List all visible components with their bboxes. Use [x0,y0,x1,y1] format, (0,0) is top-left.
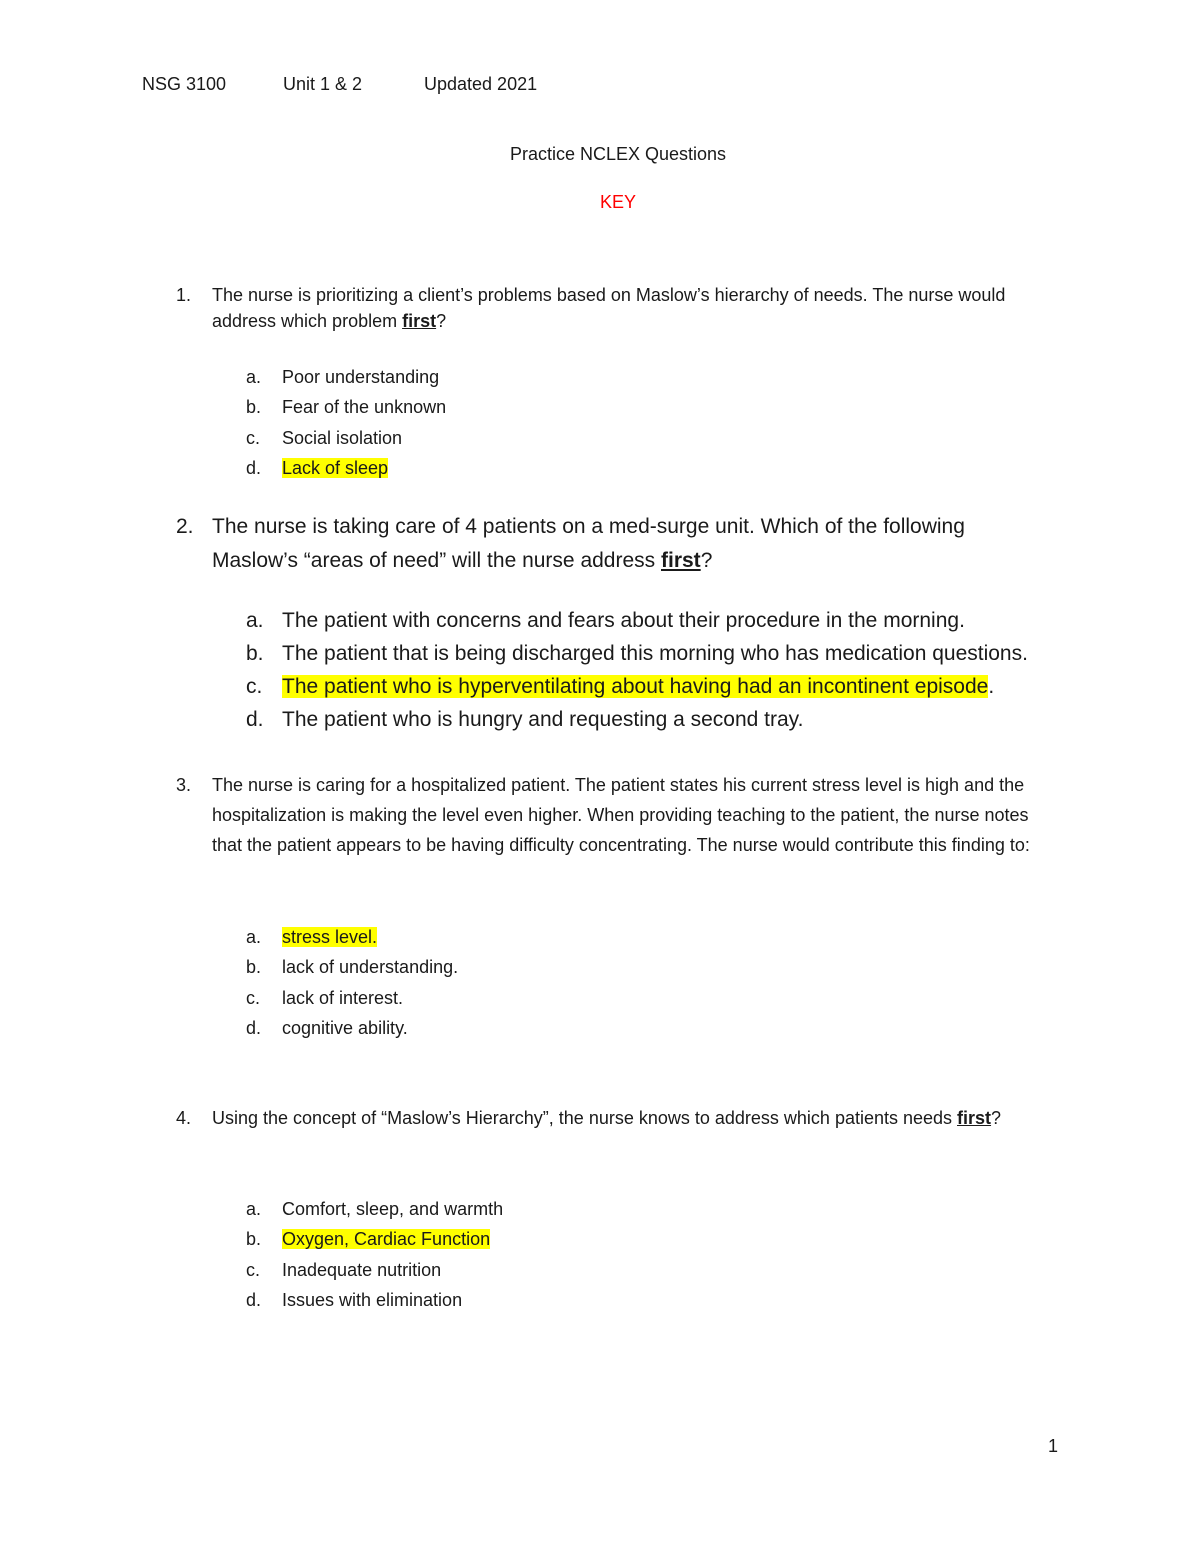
option-b-answer: b. Oxygen, Cardiac Function [246,1229,491,1250]
option-b: b. The patient that is being discharged this morning who has medication questions. [246,642,1028,665]
option-d: d. cognitive ability. [246,1018,408,1039]
options-list-2 [246,604,1028,736]
question-3 [176,770,1056,860]
question-stem: Using the concept of “Maslow’s Hierarchy”, the nurse knows to address which patients needs first? [212,1108,1002,1128]
question-number: 1. [176,285,192,305]
question-number: 3. [176,775,192,795]
page-title: Practice NCLEX Questions [509,144,727,164]
unit-label: Unit 1 & 2 [283,74,363,94]
option-b: b. lack of understanding. [246,957,459,978]
page-number: 1 [1048,1436,1059,1456]
question-number: 2. [176,515,194,538]
option-b: b. Fear of the unknown [246,397,447,418]
key-label: KEY [599,192,637,212]
question-stem: The nurse is caring for a hospitalized patient. The patient states his current stress level is high and the hospitalization is making the level even higher. When providing teaching to the patient, the nurse notes that the patient appears to be having difficulty concentrating. The nurse would contribute this finding to: [212,775,1030,855]
question-stem: The nurse is taking care of 4 patients on a med-surge unit. Which of the following Maslow’s “areas of need” will the nurse address first? [212,515,965,572]
options-list-4 [246,1194,503,1316]
question-4 [176,1103,1056,1133]
question-number: 4. [176,1108,192,1128]
emphasis-first: first [661,549,701,572]
option-d: d. The patient who is hungry and requesting a second tray. [246,708,804,731]
option-a-answer: a. stress level. [246,927,378,947]
option-a: a. Poor understanding [246,367,440,387]
options-list-3 [246,922,458,1044]
option-d: d. Issues with elimination [246,1290,463,1311]
option-c: c. lack of interest. [246,987,404,1008]
option-a: a. The patient with concerns and fears about their procedure in the morning. [246,609,965,632]
updated-label: Updated 2021 [424,74,538,94]
question-stem: The nurse is prioritizing a client’s problems based on Maslow’s hierarchy of needs. The nurse would address which problem first? [212,285,1006,331]
emphasis-first: first [402,311,437,331]
options-list-1 [246,362,446,484]
emphasis-first: first [957,1108,992,1128]
option-c: c. Inadequate nutrition [246,1259,442,1280]
option-d-answer: d. Lack of sleep [246,458,389,479]
option-c-answer: c. The patient who is hyperventilating about having had an incontinent episode. [246,675,995,698]
question-1 [176,282,1056,334]
course-code: NSG 3100 [142,74,227,94]
option-a: a. Comfort, sleep, and warmth [246,1199,504,1219]
question-2 [176,510,1056,578]
option-c: c. Social isolation [246,427,403,448]
